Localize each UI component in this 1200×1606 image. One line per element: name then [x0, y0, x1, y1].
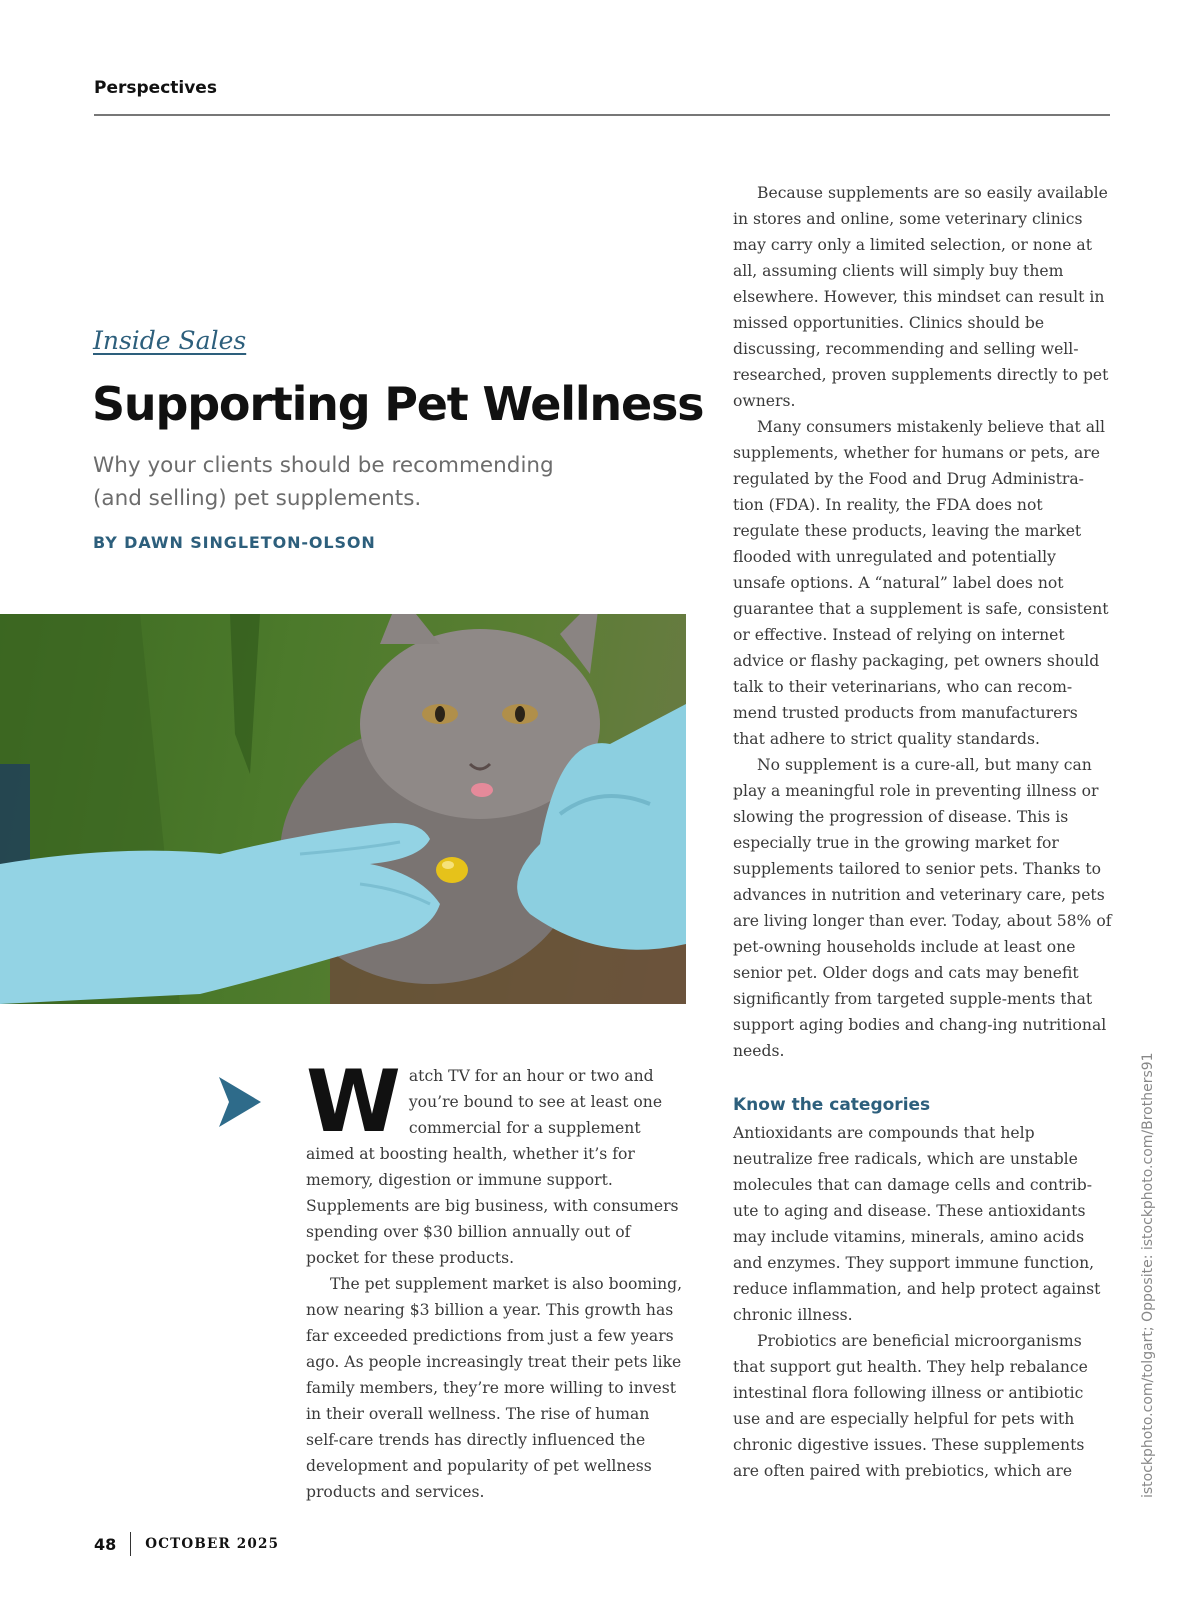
- body-paragraph: Antioxidants are compounds that help neutralize free radicals, which are unstable molecules that can damage cells and contrib-ute to aging and disease. These antioxidants may include vitamins, minerals, amino acids and enzymes. They support immune function, reduce inflammation, and help protect against chronic illness.: [733, 1124, 1101, 1324]
- article-kicker: Inside Sales: [93, 326, 247, 355]
- body-column-right: [733, 180, 1113, 1484]
- article-photo: [0, 614, 686, 1004]
- header-divider: [94, 114, 1110, 116]
- body-paragraph: Because supplements are so easily available in stores and online, some veterinary clinics may carry only a limited selection, or none at all, assuming clients will simply buy them elsewhere. However, this mindset can result in missed opportunities. Clinics should be discussing, recommending and selling well-researched, proven supplements directly to pet owners.: [733, 184, 1109, 410]
- body-paragraph: Many consumers mistakenly believe that all supplements, whether for humans or pets, are regulated by the Food and Drug Administra-tion (FDA). In reality, the FDA does not regulate these products, leaving the market flooded with unregulated and potentially unsafe options. A “natural” label does not guarantee that a supplement is safe, consistent or effective. Instead of relying on internet advice or flashy packaging, pet owners should talk to their veterinarians, who can recom-mend trusted products from manufacturers that adhere to strict quality standards.: [733, 418, 1109, 748]
- photo-illustration: [0, 614, 686, 1004]
- body-paragraph: No supplement is a cure-all, but many can play a meaningful role in preventing illness or slowing the progression of disease. This is especially true in the growing market for supplements tailored to senior pets. Thanks to advances in nutrition and veterinary care, pets are living longer than ever. Today, about 58% of pet-owning households include at least one senior pet. Older dogs and cats may benefit significantly from targeted supple-ments that support aging bodies and chang-ing nutritional needs.: [733, 756, 1112, 1060]
- footer-divider: [130, 1532, 131, 1556]
- body-paragraph: atch TV for an hour or two and you’re bound to see at least one commercial for a supplement aimed at boosting health, whether it’s for memory, digestion or immune support. Supplements are big business, with consumers spending over $30 billion annually out of pocket for these products.: [306, 1067, 679, 1267]
- article-title: Supporting Pet Wellness: [92, 377, 704, 431]
- section-label: Perspectives: [94, 78, 217, 98]
- section-subhead: Know the categories: [733, 1095, 931, 1115]
- body-paragraph: The pet supplement market is also booming, now nearing $3 billion a year. This growth has far exceeded predictions from just a few years ago. As people increasingly treat their pets like family members, they’re more willing to invest in their overall wellness. The rise of human self-care trends has directly influenced the development and popularity of pet wellness products and services.: [306, 1275, 683, 1501]
- photo-credit: istockphoto.com/tolgart; Opposite: istockphoto.com/Brothers91: [1140, 1052, 1156, 1498]
- body-column-left: [306, 1052, 686, 1505]
- drop-cap: W: [306, 1052, 401, 1152]
- page-number: 48: [94, 1534, 117, 1554]
- article-byline: BY DAWN SINGLETON-OLSON: [93, 533, 376, 552]
- story-start-arrow-icon: [219, 1077, 261, 1127]
- body-paragraph: Probiotics are beneficial microorganisms that support gut health. They help rebalance intestinal flora following illness or antibiotic use and are especially helpful for pets with chronic digestive issues. These supplements are often paired with prebiotics, which are: [733, 1332, 1088, 1480]
- issue-date: OCTOBER 2025: [145, 1536, 280, 1552]
- page-footer: [94, 1532, 279, 1556]
- article-subtitle: Why your clients should be recommending (and selling) pet supplements.: [93, 453, 554, 511]
